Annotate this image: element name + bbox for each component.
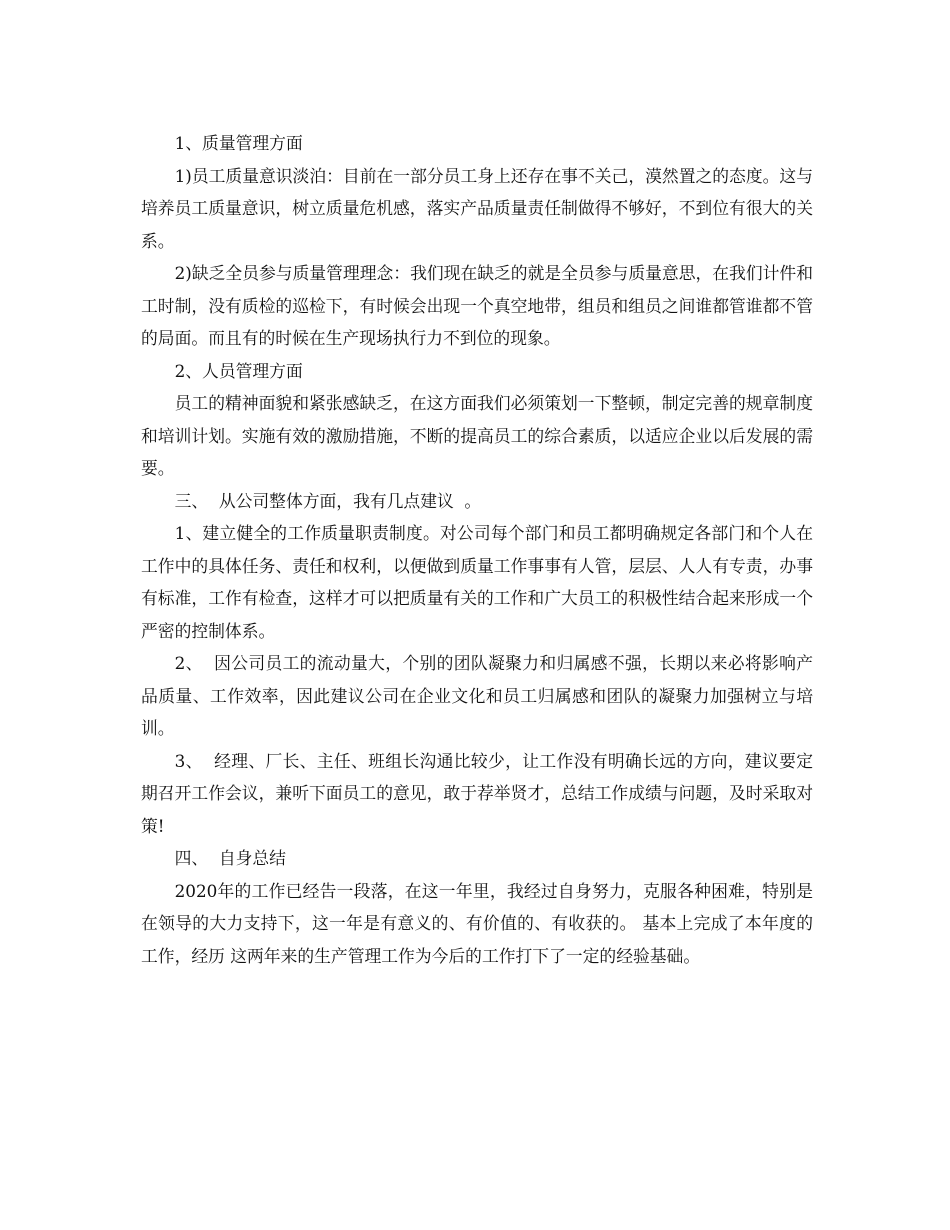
paragraph-suggestion-1: 1、建立健全的工作质量职责制度。对公司每个部门和员工都明确规定各部门和个人在工作中的具体任务、责任和权利，以便做到质量工作事事有人管，层层、人人有专责，办事有标准，工作有检查，这样才可以把质量有关的工作和广大员工的积极性结合起来形成一个严密的控制体系。 <box>141 523 813 641</box>
paragraph-quality-awareness: 1)员工质量意识淡泊：目前在一部分员工身上还存在事不关己，漠然置之的态度。这与培养员工质量意识，树立质量危机感，落实产品质量责任制做得不够好，不到位有很大的关系。 <box>141 165 813 251</box>
paragraph-suggestion-2: 2、 因公司员工的流动量大，个别的团队凝聚力和归属感不强，长期以来必将影响产品质量、工作效率，因此建议公司在企业文化和员工归属感和团队的凝聚力加强树立与培训。 <box>141 653 813 738</box>
heading-company-suggestions: 三、 从公司整体方面，我有几点建议 。 <box>174 490 482 511</box>
document-body <box>141 127 819 972</box>
heading-personnel-management: 2、人员管理方面 <box>174 360 303 381</box>
paragraph-staff-spirit: 员工的精神面貌和紧张感缺乏，在这方面我们必须策划一下整顿，制定完善的规章制度和培训计划。实施有效的激励措施，不断的提高员工的综合素质，以适应企业以后发展的需要。 <box>141 393 813 478</box>
paragraph-suggestion-3: 3、 经理、厂长、主任、班组长沟通比较少，让工作没有明确长远的方向，建议要定期召开工作会议，兼听下面员工的意见，敢于荐举贤才，总结工作成绩与问题，及时采取对策! <box>141 750 813 836</box>
paragraph-full-participation: 2)缺乏全员参与质量管理理念：我们现在缺乏的就是全员参与质量意思，在我们计件和工时制，没有质检的巡检下，有时候会出现一个真空地带，组员和组员之间谁都管谁都不管的局面。而且有的时候在生产现场执行力不到位的现象。 <box>141 263 813 348</box>
heading-self-summary: 四、 自身总结 <box>174 848 286 868</box>
heading-quality-management: 1、质量管理方面 <box>174 133 303 153</box>
paragraph-self-summary: 2020年的工作已经告一段落，在这一年里，我经过自身努力，克服各种困难，特别是在领导的大力支持下，这一年是有意义的、有价值的、有收获的。 基本上完成了本年度的 工作，经历 这两年来的生产管理工作为今后的工作打下了一定的经验基础。 <box>141 880 819 966</box>
